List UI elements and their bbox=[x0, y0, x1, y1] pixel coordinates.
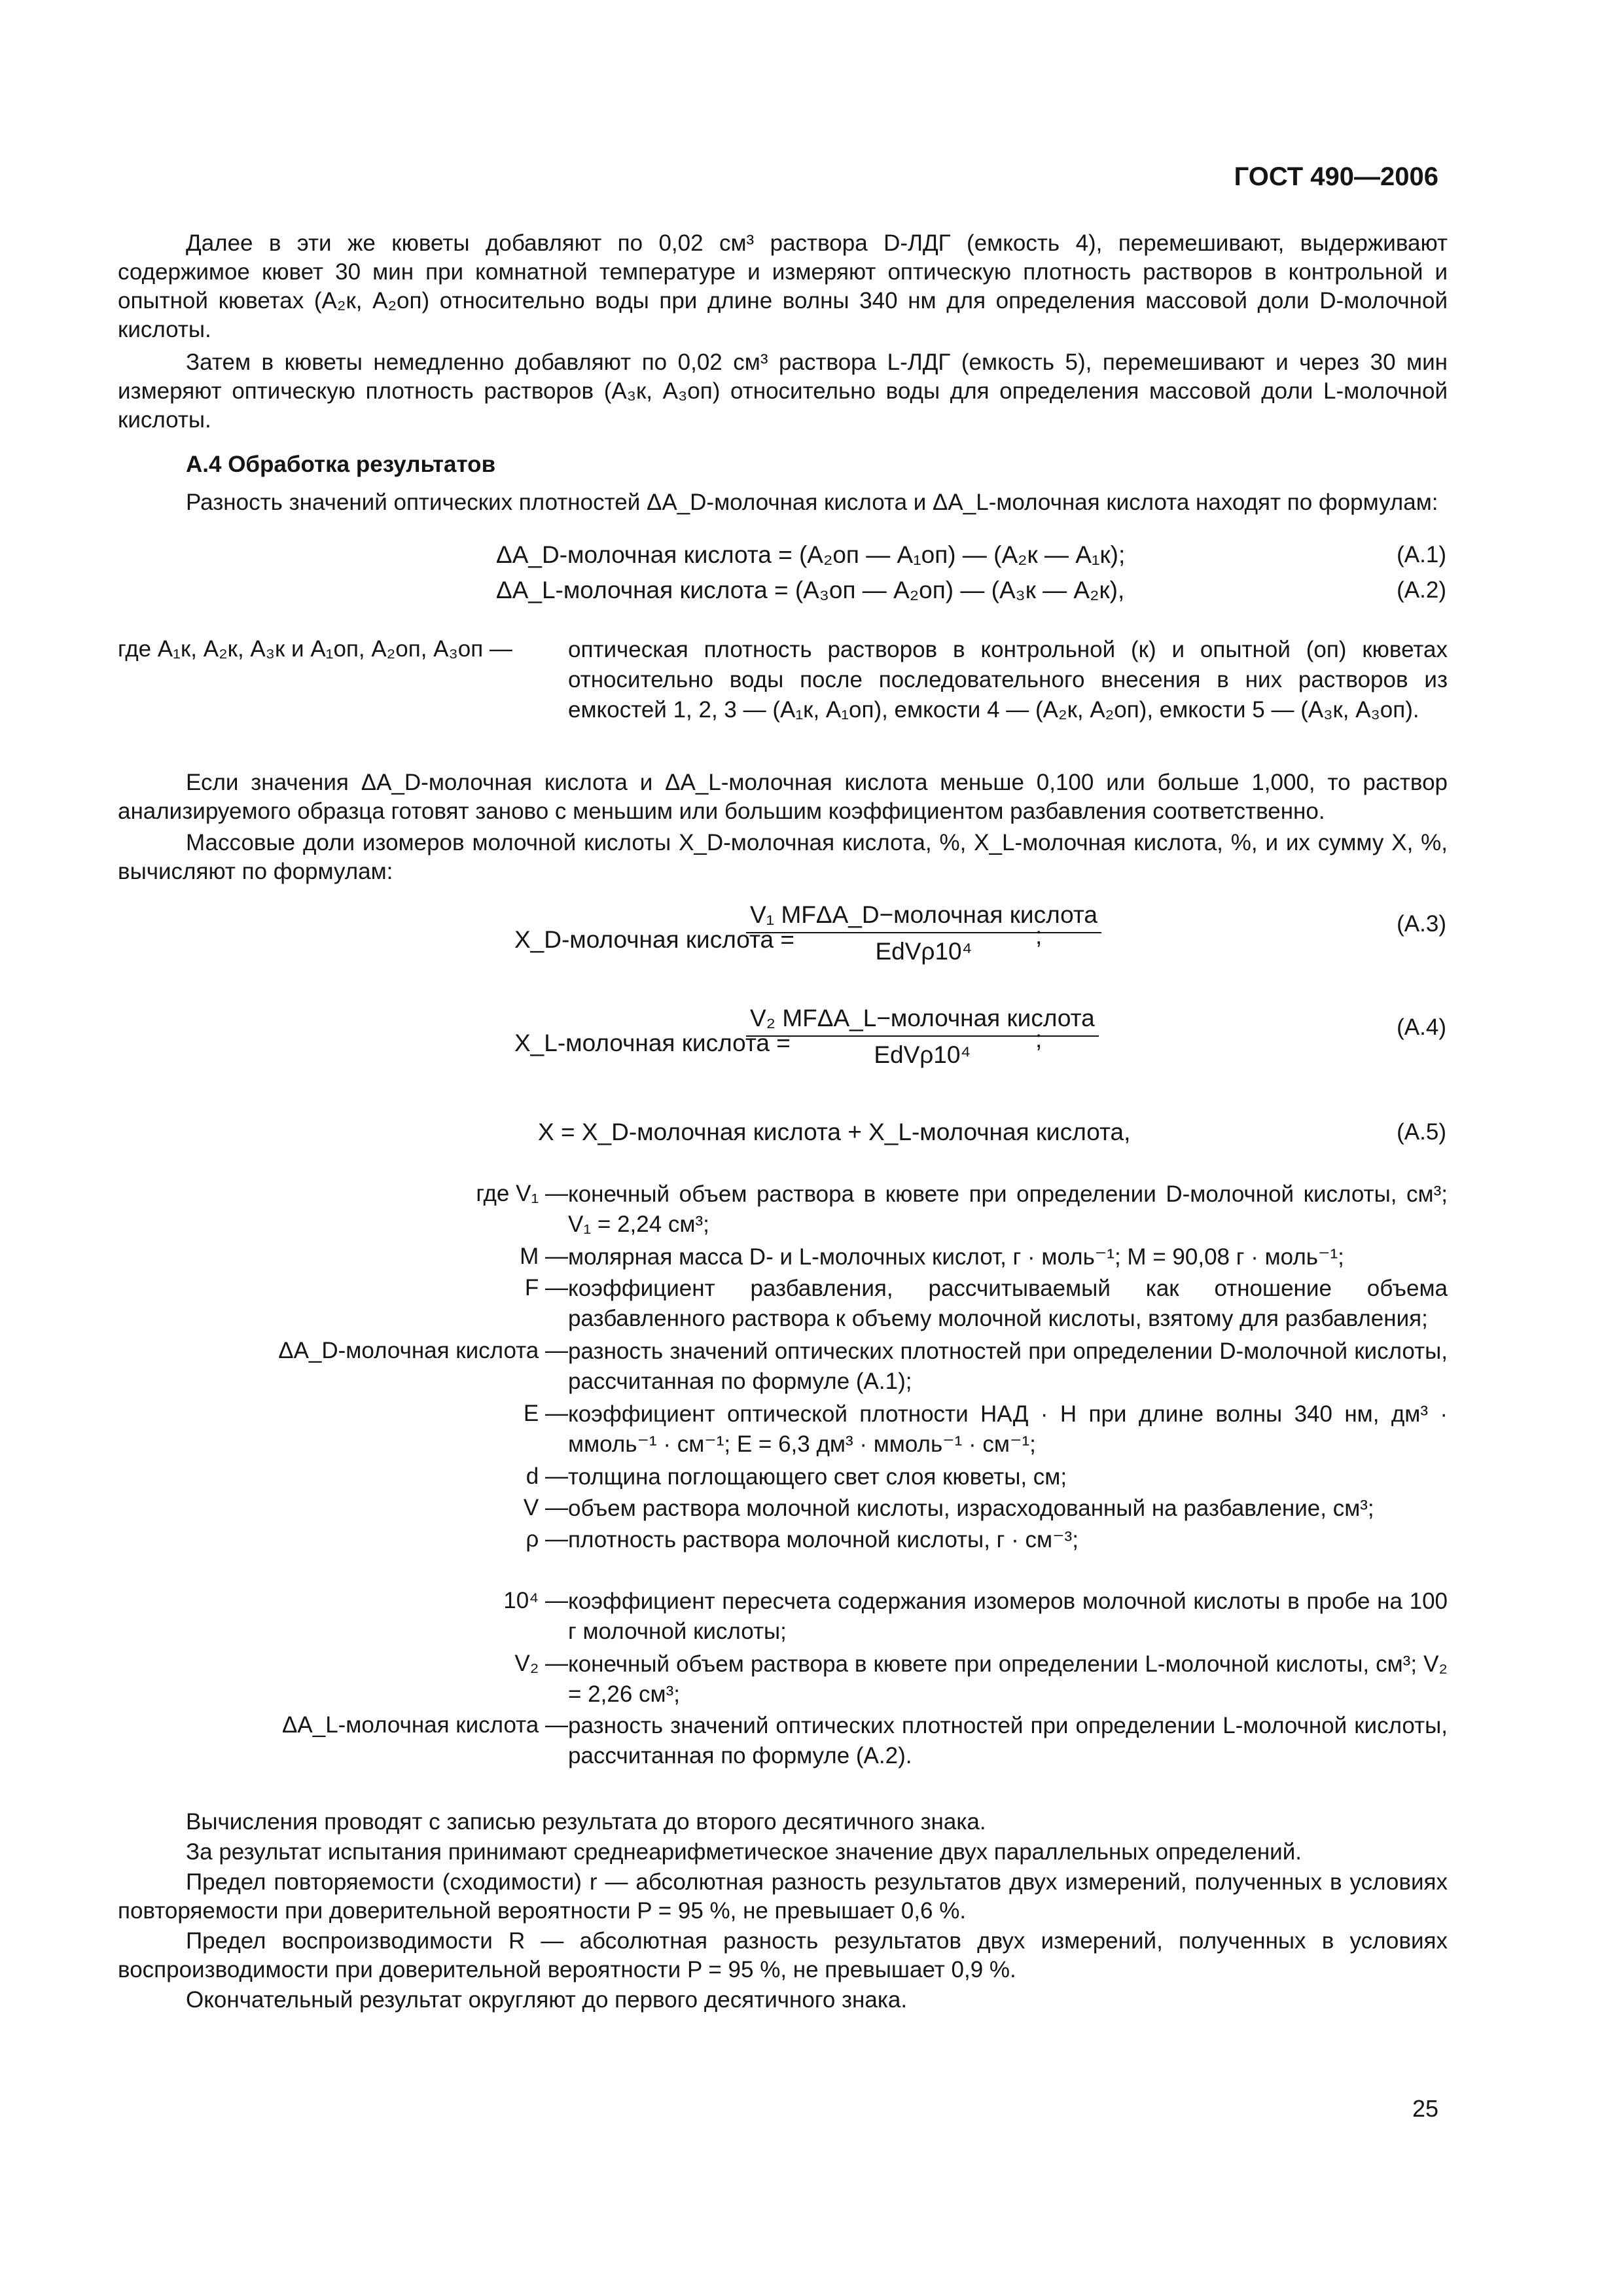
formula-a4-numerator: V₂ MFΔA_L−молочная кислота bbox=[746, 1005, 1099, 1037]
paragraph-final-rounding: Окончательный результат округляют до первого десятичного знака. bbox=[186, 1987, 908, 2013]
where-description: объем раствора молочной кислоты, израсходованный на разбавление, см³; bbox=[568, 1496, 1374, 1521]
where-term: ΔA_D-молочная кислота — bbox=[278, 1338, 568, 1363]
formula-a5-label: (A.5) bbox=[1397, 1119, 1446, 1145]
formula-a4-fraction bbox=[746, 1005, 1099, 1068]
paragraph-ldg-d: Далее в эти же кюветы добавляют по 0,02 см³ раствора D-ЛДГ (емкость 4), перемешивают, выдерживают содержимое кювет 30 мин при комнатной температуре и измеряют оптическую плотность растворов в контрольной и опытной кюветах (A₂к, A₂оп) относительно воды при длине волны 340 нм для определения массовой доли D-молочной кислоты. bbox=[118, 230, 1448, 342]
where-description: разность значений оптических плотностей при определении L-молочной кислоты, рассчитанная по формуле (A.2). bbox=[568, 1713, 1448, 1768]
where-term: E — bbox=[523, 1401, 568, 1426]
paragraph-test-result: За результат испытания принимают среднеарифметическое значение двух параллельных определений. bbox=[186, 1839, 1302, 1865]
where-description: конечный объем раствора в кювете при определении L-молочной кислоты, см³; V₂ = 2,26 см³; bbox=[568, 1651, 1448, 1707]
paragraph-ldg-l: Затем в кюветы немедленно добавляют по 0,02 см³ раствора L-ЛДГ (емкость 5), перемешивают и через 30 мин измеряют оптическую плотность растворов (A₃к, A₃оп) относительно воды для определения массовой доли L-молочной кислоты. bbox=[118, 350, 1448, 433]
where-description: плотность раствора молочной кислоты, г · см⁻³; bbox=[568, 1527, 1079, 1552]
paragraph-mass-fractions: Массовые доли изомеров молочной кислоты X_D-молочная кислота, %, X_L-молочная кислота, %, и их сумму X, %, вычисляют по формулам: bbox=[118, 830, 1448, 884]
formula-a2-label: (A.2) bbox=[1397, 577, 1446, 603]
where-term: V — bbox=[523, 1495, 568, 1520]
formula-a1-label: (A.1) bbox=[1397, 542, 1446, 567]
formula-a4-denominator: EdVρ10⁴ bbox=[874, 1041, 971, 1068]
where-optical-density-term: где A₁к, A₂к, A₃к и A₁оп, A₂оп, A₃оп — bbox=[118, 636, 512, 662]
where-description: коэффициент оптической плотности НАД · Н при длине волны 340 нм, дм³ · ммоль⁻¹ · см⁻¹; E = 6,3 дм³ · ммоль⁻¹ · см⁻¹; bbox=[568, 1401, 1448, 1457]
section-title: А.4 Обработка результатов bbox=[186, 452, 496, 477]
where-term: F — bbox=[524, 1275, 568, 1300]
where-description: конечный объем раствора в кювете при определении D-молочной кислоты, см³; V₁ = 2,24 см³; bbox=[568, 1181, 1448, 1237]
document-code-header: ГОСТ 490—2006 bbox=[1234, 162, 1438, 191]
paragraph-formula-intro: Разность значений оптических плотностей ΔA_D-молочная кислота и ΔA_L-молочная кислота находят по формулам: bbox=[186, 490, 1438, 515]
paragraph-repeatability: Предел повторяемости (сходимости) r — абсолютная разность результатов двух измерений, полученных в условиях повторяемости при доверительной вероятности P = 95 %, не превышает 0,6 %. bbox=[118, 1869, 1448, 1924]
formula-a3-numerator: V₁ MFΔA_D−молочная кислота bbox=[746, 902, 1101, 933]
paragraph-reproducibility: Предел воспроизводимости R — абсолютная разность результатов двух измерений, полученных в условиях воспроизводимости при доверительной вероятности P = 95 %, не превышает 0,9 %. bbox=[118, 1928, 1448, 1982]
formula-a1: ΔA_D-молочная кислота = (A₂оп — A₁оп) — (A₂к — A₁к); bbox=[496, 541, 1126, 568]
paragraph-range-check: Если значения ΔA_D-молочная кислота и ΔA_L-молочная кислота меньше 0,100 или больше 1,000, то раствор анализируемого образца готовят заново с меньшим или большим коэффициентом разбавления соответственно. bbox=[118, 770, 1448, 824]
formula-a3-end: ; bbox=[1035, 922, 1043, 949]
where-description: толщина поглощающего свет слоя кюветы, см; bbox=[568, 1464, 1067, 1490]
where-term: ρ — bbox=[526, 1526, 568, 1552]
paragraph-rounding: Вычисления проводят с записью результата до второго десятичного знака. bbox=[186, 1809, 986, 1835]
where-term: M — bbox=[520, 1244, 568, 1269]
formula-a3-lhs: X_D-молочная кислота = bbox=[514, 926, 794, 953]
where-description: разность значений оптических плотностей при определении D-молочной кислоты, рассчитанная по формуле (A.1); bbox=[568, 1338, 1448, 1394]
formula-a4-label: (A.4) bbox=[1397, 1014, 1446, 1040]
where-term: где V₁ — bbox=[476, 1181, 568, 1206]
formula-a5: X = X_D-молочная кислота + X_L-молочная кислота, bbox=[538, 1119, 1131, 1145]
where-term: V₂ — bbox=[514, 1651, 568, 1676]
where-description: коэффициент разбавления, рассчитываемый как отношение объема разбавленного раствора к объему молочной кислоты, взятому для разбавления; bbox=[568, 1276, 1448, 1331]
where-term: 10⁴ — bbox=[503, 1588, 568, 1613]
where-term: d — bbox=[526, 1463, 568, 1489]
where-description: молярная масса D- и L-молочных кислот, г · моль⁻¹; M = 90,08 г · моль⁻¹; bbox=[568, 1244, 1344, 1270]
page-number: 25 bbox=[1412, 2095, 1438, 2122]
where-description: коэффициент пересчета содержания изомеров молочной кислоты в пробе на 100 г молочной кислоты; bbox=[568, 1588, 1448, 1644]
formula-a3-fraction bbox=[746, 902, 1101, 965]
formula-a3-denominator: EdVρ10⁴ bbox=[875, 938, 972, 965]
formula-a2: ΔA_L-молочная кислота = (A₃оп — A₂оп) — (A₃к — A₂к), bbox=[496, 577, 1125, 603]
formula-a4-end: ; bbox=[1035, 1026, 1043, 1052]
where-term: ΔA_L-молочная кислота — bbox=[282, 1712, 568, 1738]
formula-a4-lhs: X_L-молочная кислота = bbox=[514, 1030, 791, 1056]
formula-a3-label: (A.3) bbox=[1397, 911, 1446, 937]
where-optical-density-desc: оптическая плотность растворов в контрольной (к) и опытной (оп) кюветах относительно воды после последовательного внесения в них растворов из емкостей 1, 2, 3 — (A₁к, A₁оп), емкости 4 — (A₂к, A₂оп), емкости 5 — (A₃к, A₃оп). bbox=[568, 637, 1448, 723]
